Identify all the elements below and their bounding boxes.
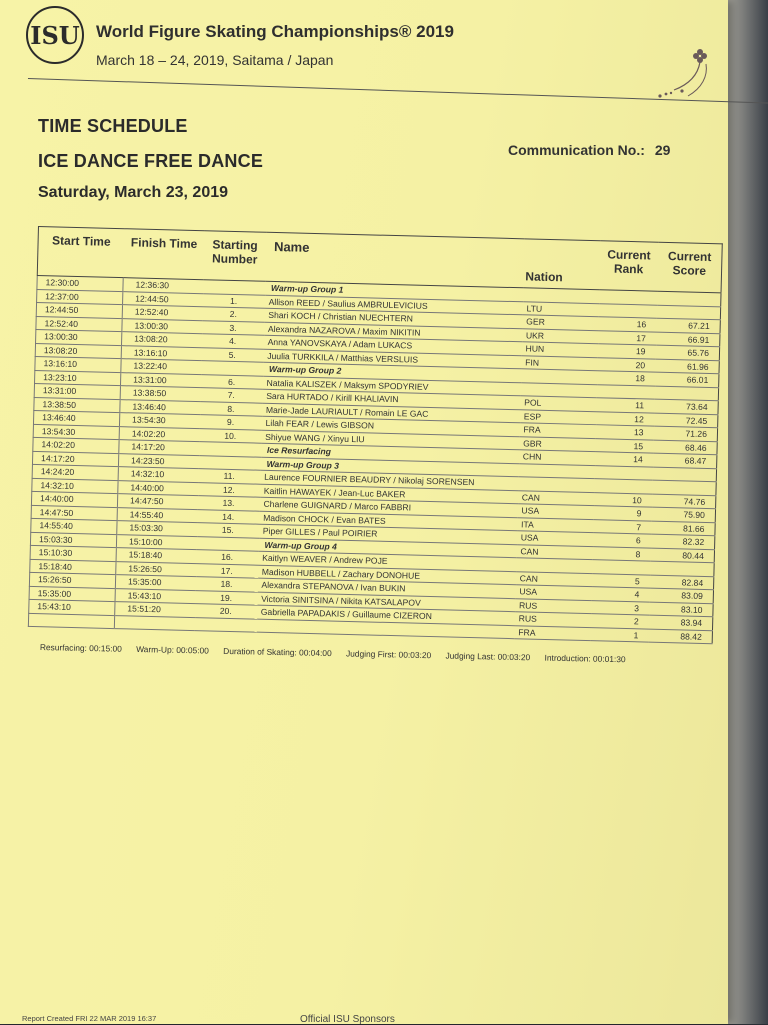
cell-score: 66.91 <box>656 332 720 347</box>
cell-nation: UKR <box>522 328 598 343</box>
cell-name: Natalia KALISZEK / Maksym SPODYRIEV <box>262 376 520 396</box>
cell-nation: CAN <box>516 544 592 559</box>
cell-score: 66.01 <box>655 372 719 387</box>
cell-rank: 13 <box>595 425 653 440</box>
cell-rank <box>594 465 652 480</box>
cell-starting-number: 1. <box>203 293 265 308</box>
cell-starting-number: 13. <box>197 496 259 511</box>
cell-finish-time: 15:03:30 <box>117 521 197 537</box>
cell-name: Warm-up Group 1 <box>265 281 523 301</box>
cell-score: 61.96 <box>655 359 719 374</box>
event-subtitle: March 18 – 24, 2019, Saitama / Japan <box>96 52 334 68</box>
cell-name: Gabriella PAPADAKIS / Guillaume CIZERON <box>257 605 515 625</box>
cell-start-time: 15:35:00 <box>29 586 115 602</box>
cell-name: Lilah FEAR / Lewis GIBSON <box>261 416 519 436</box>
cell-nation: ITA <box>517 517 593 532</box>
cell-score: 67.21 <box>656 318 720 333</box>
cell-rank: 12 <box>596 411 654 426</box>
cell-name: Marie-Jade LAURIAULT / Romain LE GAC <box>262 403 520 423</box>
cell-name: Allison REED / Saulius AMBRULEVICIUS <box>264 295 522 315</box>
cell-starting-number: 8. <box>200 401 262 416</box>
cell-finish-time: 15:26:50 <box>116 561 196 577</box>
cell-start-time: 13:08:20 <box>35 343 121 359</box>
cell-starting-number: 9. <box>199 415 261 430</box>
cell-finish-time: 15:51:20 <box>115 602 195 618</box>
cell-rank: 1 <box>590 627 648 642</box>
cell-start-time: 13:16:10 <box>35 356 121 372</box>
cell-rank: 8 <box>592 546 650 561</box>
cell-score: 82.32 <box>651 534 715 549</box>
cell-score: 65.76 <box>655 345 719 360</box>
document-header <box>24 4 714 88</box>
cell-start-time: 14:40:00 <box>31 491 117 507</box>
cell-rank: 11 <box>596 398 654 413</box>
cell-rank: 17 <box>598 330 656 345</box>
cell-start-time: 14:55:40 <box>31 518 117 534</box>
cell-finish-time: 13:31:00 <box>120 372 200 388</box>
cell-start-time: 14:02:20 <box>33 437 119 453</box>
cell-starting-number: 5. <box>201 347 263 362</box>
table-body <box>28 275 721 643</box>
cell-nation: POL <box>520 396 596 411</box>
cell-rank: 19 <box>597 344 655 359</box>
cell-finish-time: 15:35:00 <box>115 575 195 591</box>
cell-rank: 15 <box>595 438 653 453</box>
cell-starting-number: 17. <box>196 563 258 578</box>
cell-starting-number: 6. <box>200 374 262 389</box>
cell-finish-time: 13:00:30 <box>122 318 202 334</box>
legend-introduction: Introduction: 00:01:30 <box>544 652 626 665</box>
cell-score: 73.64 <box>654 399 718 414</box>
cell-nation: USA <box>517 531 593 546</box>
cell-start-time: 14:47:50 <box>31 505 117 521</box>
cell-score: 71.26 <box>653 426 717 441</box>
cell-rank: 9 <box>593 506 651 521</box>
header-current-rank: Current Rank <box>599 241 658 291</box>
cell-score: 68.47 <box>653 453 717 468</box>
cell-start-time: 13:00:30 <box>36 329 122 345</box>
header-current-score: Current Score <box>657 242 722 293</box>
cell-rank: 6 <box>593 533 651 548</box>
cell-rank: 5 <box>592 573 650 588</box>
header-start-time: Start Time <box>37 227 124 278</box>
communication-number <box>508 142 670 158</box>
cell-name: Alexandra NAZAROVA / Maxim NIKITIN <box>264 322 522 342</box>
cell-rank: 3 <box>591 600 649 615</box>
cell-name: Shiyue WANG / Xinyu LIU <box>261 430 519 450</box>
cell-name: Madison HUBBELL / Zachary DONOHUE <box>258 565 516 585</box>
cell-name: Anna YANOVSKAYA / Adam LUKACS <box>263 335 521 355</box>
cell-rank <box>598 303 656 318</box>
cell-starting-number: 3. <box>202 320 264 335</box>
cell-name: Shari KOCH / Christian NUECHTERN <box>264 308 522 328</box>
cell-score: 83.94 <box>649 615 713 630</box>
cell-rank: 16 <box>598 317 656 332</box>
cell-nation: FIN <box>521 355 597 370</box>
cell-start-time: 15:10:30 <box>30 545 116 561</box>
cell-nation: GER <box>522 315 598 330</box>
cell-rank: 7 <box>593 519 651 534</box>
cell-start-time <box>28 613 114 629</box>
cell-nation: USA <box>517 504 593 519</box>
cell-score: 72.45 <box>654 413 718 428</box>
cell-finish-time: 13:16:10 <box>121 345 201 361</box>
cell-finish-time: 14:23:50 <box>118 453 198 469</box>
header-finish-time: Finish Time <box>123 229 204 280</box>
cell-rank: 2 <box>591 614 649 629</box>
cell-starting-number: 20. <box>195 604 257 619</box>
cell-starting-number: 12. <box>198 482 260 497</box>
cell-start-time: 12:44:50 <box>36 302 122 318</box>
cell-start-time: 12:37:00 <box>37 289 123 305</box>
cell-score: 88.42 <box>648 629 712 644</box>
cell-start-time: 14:17:20 <box>32 451 118 467</box>
cell-start-time: 15:43:10 <box>29 599 115 615</box>
cell-finish-time: 14:32:10 <box>118 467 198 483</box>
cell-score: 81.66 <box>651 521 715 536</box>
cell-finish-time: 14:02:20 <box>119 426 199 442</box>
cell-score: 83.09 <box>649 588 713 603</box>
cell-nation: RUS <box>515 598 591 613</box>
cell-finish-time: 13:46:40 <box>120 399 200 415</box>
cell-score: 75.90 <box>651 507 715 522</box>
cell-name: Victoria SINITSINA / Nikita KATSALAPOV <box>257 592 515 612</box>
cell-rank <box>592 560 650 575</box>
cell-finish-time: 12:36:30 <box>123 278 203 294</box>
cell-start-time: 13:23:10 <box>35 370 121 386</box>
title-block <box>38 116 263 202</box>
cell-name: Madison CHOCK / Evan BATES <box>259 511 517 531</box>
cell-score: 68.46 <box>653 440 717 455</box>
legend-warmup: Warm-Up: 00:05:00 <box>136 644 210 656</box>
schedule-table <box>28 226 723 644</box>
cell-rank: 10 <box>594 492 652 507</box>
cell-name: Charlene GUIGNARD / Marco FABBRI <box>259 497 517 517</box>
cell-finish-time: 13:22:40 <box>121 359 201 375</box>
cell-name: Alexandra STEPANOVA / Ivan BUKIN <box>257 578 515 598</box>
cell-name: Piper GILLES / Paul POIRIER <box>259 524 517 544</box>
cell-nation: ESP <box>520 409 596 424</box>
isu-logo: ISU <box>26 6 84 64</box>
cell-nation: CAN <box>516 571 592 586</box>
cell-finish-time: 13:54:30 <box>119 413 199 429</box>
cell-finish-time: 14:55:40 <box>117 507 197 523</box>
cell-score: 82.84 <box>650 575 714 590</box>
cell-start-time: 13:38:50 <box>34 397 120 413</box>
cell-nation: FRA <box>514 625 590 640</box>
cell-start-time: 13:46:40 <box>33 410 119 426</box>
legend-duration: Duration of Skating: 00:04:00 <box>223 645 332 659</box>
cell-starting-number: 11. <box>198 469 260 484</box>
cell-nation: CAN <box>518 490 594 505</box>
cell-name: Sara HURTADO / Kirill KHALIAVIN <box>262 389 520 409</box>
cell-nation: LTU <box>522 301 598 316</box>
cell-score: 74.76 <box>652 494 716 509</box>
cell-nation: HUN <box>521 342 597 357</box>
schedule-title: TIME SCHEDULE <box>38 116 188 136</box>
header-name: Name <box>265 232 524 288</box>
cell-start-time: 15:18:40 <box>30 559 116 575</box>
cell-score: 83.10 <box>649 602 713 617</box>
cell-rank: 18 <box>597 371 655 386</box>
cell-start-time: 13:54:30 <box>33 424 119 440</box>
cell-rank: 14 <box>595 452 653 467</box>
cell-name: Kaitlyn WEAVER / Andrew POJE <box>258 551 516 571</box>
communication-value: 29 <box>654 142 671 158</box>
cell-starting-number: 15. <box>197 523 259 538</box>
cell-start-time: 13:31:00 <box>34 383 120 399</box>
cell-starting-number: 16. <box>196 550 258 565</box>
discipline-title: ICE DANCE FREE DANCE <box>38 151 264 171</box>
cell-finish-time: 13:08:20 <box>122 332 202 348</box>
cell-nation: USA <box>515 585 591 600</box>
legend-resurfacing: Resurfacing: 00:15:00 <box>39 642 122 654</box>
cell-finish-time: 14:17:20 <box>119 440 199 456</box>
cell-finish-time: 15:10:00 <box>116 534 196 550</box>
sponsors-heading: Official ISU Sponsors <box>300 1014 395 1025</box>
cell-start-time: 14:24:20 <box>32 464 118 480</box>
cell-starting-number: 18. <box>195 577 257 592</box>
cell-finish-time <box>114 615 194 631</box>
cell-nation: GBR <box>519 436 595 451</box>
cell-nation: CHN <box>519 450 595 465</box>
cell-starting-number: 2. <box>202 307 264 322</box>
cell-name: Ice Resurfacing <box>261 443 519 463</box>
cell-rank: 20 <box>597 357 655 372</box>
cell-name: Juulia TURKKILA / Matthias VERSLUIS <box>263 349 521 369</box>
cell-starting-number: 14. <box>197 509 259 524</box>
event-title: World Figure Skating Championships® 2019 <box>96 22 454 41</box>
cell-finish-time: 14:47:50 <box>117 494 197 510</box>
cell-starting-number: 7. <box>200 388 262 403</box>
header-starting-number: Starting Number <box>203 231 266 282</box>
cell-start-time: 15:26:50 <box>29 572 115 588</box>
schedule-table-wrap <box>28 226 722 644</box>
cell-score: 80.44 <box>650 548 714 563</box>
cell-finish-time: 15:18:40 <box>116 548 196 564</box>
cell-finish-time: 12:44:50 <box>123 291 203 307</box>
cell-finish-time: 15:43:10 <box>115 588 195 604</box>
cell-rank: 4 <box>591 587 649 602</box>
cell-name: Laurence FOURNIER BEAUDRY / Nikolaj SORENSEN <box>260 470 518 490</box>
cell-start-time: 12:30:00 <box>37 275 123 291</box>
cell-name: Warm-up Group 3 <box>260 457 518 477</box>
header-nation: Nation <box>523 239 600 290</box>
cell-name: Warm-up Group 4 <box>258 538 516 558</box>
communication-label: Communication No.: <box>508 142 645 158</box>
cell-finish-time: 12:52:40 <box>122 305 202 321</box>
cell-name: Kaitlin HAWAYEK / Jean-Luc BAKER <box>260 484 518 504</box>
legend-judging-first: Judging First: 00:03:20 <box>345 648 432 661</box>
timing-legend <box>40 642 638 665</box>
cell-starting-number: 10. <box>199 428 261 443</box>
cell-rank <box>599 290 657 305</box>
cell-start-time: 15:03:30 <box>30 532 116 548</box>
cell-start-time: 14:32:10 <box>32 478 118 494</box>
cell-starting-number: 19. <box>195 590 257 605</box>
report-created: Report Created FRI 22 MAR 2019 16:37 <box>22 1014 157 1023</box>
cell-nation: RUS <box>515 612 591 627</box>
cell-start-time: 12:52:40 <box>36 316 122 332</box>
cell-name: Warm-up Group 2 <box>263 362 521 382</box>
cell-finish-time: 13:38:50 <box>120 386 200 402</box>
cell-starting-number: 4. <box>201 334 263 349</box>
cell-finish-time: 14:40:00 <box>118 480 198 496</box>
cell-starting-number <box>194 617 256 632</box>
legend-judging-last: Judging Last: 00:03:20 <box>445 650 531 663</box>
schedule-date: Saturday, March 23, 2019 <box>38 184 229 201</box>
cell-nation: FRA <box>519 423 595 438</box>
